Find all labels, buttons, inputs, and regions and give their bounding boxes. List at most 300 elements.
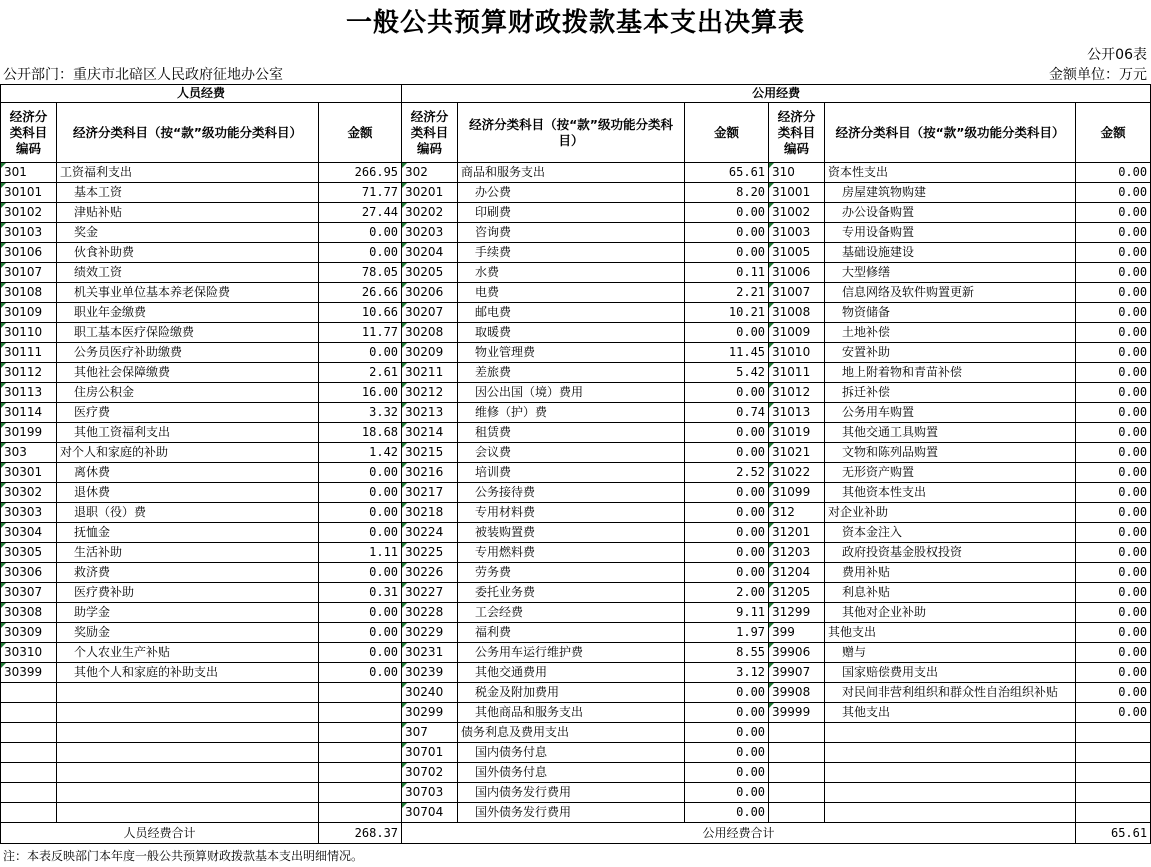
code-cell bbox=[1, 743, 57, 763]
code-cell: 30310 bbox=[1, 643, 57, 663]
amount-cell: 0.00 bbox=[319, 503, 402, 523]
department-label: 公开部门：重庆市北碚区人民政府征地办公室 bbox=[3, 67, 283, 83]
table-row bbox=[1, 323, 1151, 343]
page-title: 一般公共预算财政拨款基本支出决算表 bbox=[345, 8, 805, 38]
name-cell: 债务利息及费用支出 bbox=[458, 723, 685, 743]
code-cell: 30218 bbox=[402, 503, 458, 523]
code-cell bbox=[1, 763, 57, 783]
code-cell: 301 bbox=[1, 163, 57, 183]
name-cell: 手续费 bbox=[458, 243, 685, 263]
code-cell bbox=[769, 763, 825, 783]
amount-cell: 266.95 bbox=[319, 163, 402, 183]
code-cell: 30199 bbox=[1, 423, 57, 443]
code-cell: 310 bbox=[769, 163, 825, 183]
code-cell: 30227 bbox=[402, 583, 458, 603]
amount-cell: 0.00 bbox=[685, 243, 769, 263]
personnel-total-label: 人员经费合计 bbox=[1, 823, 319, 844]
name-cell: 办公费 bbox=[458, 183, 685, 203]
amount-cell: 1.11 bbox=[319, 543, 402, 563]
code-cell: 31007 bbox=[769, 283, 825, 303]
code-cell: 30208 bbox=[402, 323, 458, 343]
name-cell: 公务员医疗补助缴费 bbox=[57, 343, 319, 363]
personnel-header: 人员经费 bbox=[1, 85, 402, 103]
code-cell: 30213 bbox=[402, 403, 458, 423]
name-cell: 其他个人和家庭的补助支出 bbox=[57, 663, 319, 683]
amount-cell: 0.00 bbox=[319, 603, 402, 623]
code-cell: 30303 bbox=[1, 503, 57, 523]
form-number: 公开06表 bbox=[1087, 47, 1147, 63]
code-cell: 30203 bbox=[402, 223, 458, 243]
name-cell: 国外债务付息 bbox=[458, 763, 685, 783]
name-cell bbox=[57, 703, 319, 723]
amount-cell: 9.11 bbox=[685, 603, 769, 623]
amount-cell: 0.74 bbox=[685, 403, 769, 423]
name-cell: 抚恤金 bbox=[57, 523, 319, 543]
code-cell: 30202 bbox=[402, 203, 458, 223]
name-cell: 拆迁补偿 bbox=[825, 383, 1076, 403]
name-cell: 文物和陈列品购置 bbox=[825, 443, 1076, 463]
code-cell: 30304 bbox=[1, 523, 57, 543]
table-row bbox=[1, 163, 1151, 183]
table-row bbox=[1, 303, 1151, 323]
name-cell: 其他资本性支出 bbox=[825, 483, 1076, 503]
name-cell: 培训费 bbox=[458, 463, 685, 483]
table-row bbox=[1, 343, 1151, 363]
name-cell: 其他社会保障缴费 bbox=[57, 363, 319, 383]
code-cell: 31005 bbox=[769, 243, 825, 263]
amount-cell: 0.00 bbox=[685, 383, 769, 403]
name-cell: 助学金 bbox=[57, 603, 319, 623]
amount-cell bbox=[319, 743, 402, 763]
name-cell: 职工基本医疗保险缴费 bbox=[57, 323, 319, 343]
code-header: 经济分类科目编码 bbox=[1, 103, 57, 163]
table-row bbox=[1, 643, 1151, 663]
name-cell: 费用补贴 bbox=[825, 563, 1076, 583]
amount-cell: 0.00 bbox=[1076, 203, 1151, 223]
name-cell: 大型修缮 bbox=[825, 263, 1076, 283]
name-cell: 国外债务发行费用 bbox=[458, 803, 685, 823]
amount-cell: 0.00 bbox=[319, 223, 402, 243]
code-cell: 31019 bbox=[769, 423, 825, 443]
amount-cell: 0.00 bbox=[1076, 423, 1151, 443]
amount-cell: 2.00 bbox=[685, 583, 769, 603]
amount-cell: 2.21 bbox=[685, 283, 769, 303]
name-cell: 政府投资基金股权投资 bbox=[825, 543, 1076, 563]
code-cell: 30239 bbox=[402, 663, 458, 683]
name-cell: 利息补贴 bbox=[825, 583, 1076, 603]
name-cell bbox=[825, 743, 1076, 763]
amount-cell: 1.97 bbox=[685, 623, 769, 643]
name-cell: 对企业补助 bbox=[825, 503, 1076, 523]
table-row bbox=[1, 223, 1151, 243]
table-row bbox=[1, 183, 1151, 203]
amount-cell bbox=[319, 763, 402, 783]
code-cell: 307 bbox=[402, 723, 458, 743]
code-cell: 30106 bbox=[1, 243, 57, 263]
amount-cell: 0.00 bbox=[1076, 263, 1151, 283]
name-cell: 奖金 bbox=[57, 223, 319, 243]
name-cell: 国内债务付息 bbox=[458, 743, 685, 763]
table-row bbox=[1, 243, 1151, 263]
amount-cell: 0.00 bbox=[1076, 603, 1151, 623]
code-cell: 30231 bbox=[402, 643, 458, 663]
code-cell bbox=[769, 783, 825, 803]
code-cell: 30201 bbox=[402, 183, 458, 203]
name-cell: 专用燃料费 bbox=[458, 543, 685, 563]
name-cell: 无形资产购置 bbox=[825, 463, 1076, 483]
name-cell: 其他工资福利支出 bbox=[57, 423, 319, 443]
table-row bbox=[1, 783, 1151, 803]
name-cell: 安置补助 bbox=[825, 343, 1076, 363]
name-cell bbox=[57, 743, 319, 763]
public-total-amount: 65.61 bbox=[1076, 823, 1151, 844]
table-row bbox=[1, 283, 1151, 303]
table-row bbox=[1, 623, 1151, 643]
amount-cell: 0.00 bbox=[1076, 183, 1151, 203]
name-cell: 机关事业单位基本养老保险费 bbox=[57, 283, 319, 303]
name-header: 经济分类科目（按“款”级功能分类科目） bbox=[825, 103, 1076, 163]
name-cell: 离休费 bbox=[57, 463, 319, 483]
amount-cell: 0.00 bbox=[685, 743, 769, 763]
amount-cell: 0.00 bbox=[685, 203, 769, 223]
amount-cell: 27.44 bbox=[319, 203, 402, 223]
code-cell: 30225 bbox=[402, 543, 458, 563]
table-row bbox=[1, 543, 1151, 563]
amount-cell: 0.00 bbox=[1076, 663, 1151, 683]
name-cell: 商品和服务支出 bbox=[458, 163, 685, 183]
code-cell: 30307 bbox=[1, 583, 57, 603]
code-cell bbox=[1, 723, 57, 743]
code-cell: 31003 bbox=[769, 223, 825, 243]
unit-label: 金额单位：万元 bbox=[1049, 67, 1147, 83]
amount-cell bbox=[1076, 743, 1151, 763]
code-cell: 30305 bbox=[1, 543, 57, 563]
table-row bbox=[1, 423, 1151, 443]
amount-cell: 0.00 bbox=[1076, 623, 1151, 643]
name-cell bbox=[57, 763, 319, 783]
code-cell: 30308 bbox=[1, 603, 57, 623]
name-cell: 邮电费 bbox=[458, 303, 685, 323]
code-cell: 39908 bbox=[769, 683, 825, 703]
code-cell: 31201 bbox=[769, 523, 825, 543]
amount-cell: 0.00 bbox=[1076, 503, 1151, 523]
code-cell: 30299 bbox=[402, 703, 458, 723]
amount-cell bbox=[319, 803, 402, 823]
code-cell: 30102 bbox=[1, 203, 57, 223]
amount-cell: 0.00 bbox=[319, 663, 402, 683]
code-cell: 30216 bbox=[402, 463, 458, 483]
name-cell bbox=[57, 683, 319, 703]
name-cell: 生活补助 bbox=[57, 543, 319, 563]
code-cell: 30214 bbox=[402, 423, 458, 443]
name-cell: 对民间非营利组织和群众性自治组织补贴 bbox=[825, 683, 1076, 703]
name-cell: 其他支出 bbox=[825, 703, 1076, 723]
code-cell bbox=[1, 783, 57, 803]
expenditure-table bbox=[0, 84, 1151, 844]
name-cell: 专用材料费 bbox=[458, 503, 685, 523]
amount-cell bbox=[319, 683, 402, 703]
footnote: 注：本表反映部门本年度一般公共预算财政拨款基本支出明细情况。 bbox=[3, 849, 364, 863]
code-cell: 30703 bbox=[402, 783, 458, 803]
code-cell: 31012 bbox=[769, 383, 825, 403]
amount-cell bbox=[319, 783, 402, 803]
amount-cell: 0.00 bbox=[1076, 303, 1151, 323]
amount-cell: 0.00 bbox=[685, 443, 769, 463]
amount-cell: 0.00 bbox=[319, 343, 402, 363]
table-row bbox=[1, 683, 1151, 703]
amount-cell: 0.00 bbox=[1076, 163, 1151, 183]
table-row bbox=[1, 203, 1151, 223]
table-row bbox=[1, 463, 1151, 483]
code-cell: 31021 bbox=[769, 443, 825, 463]
amount-cell: 0.00 bbox=[319, 623, 402, 643]
code-cell bbox=[1, 683, 57, 703]
name-cell: 医疗费补助 bbox=[57, 583, 319, 603]
amount-cell: 0.00 bbox=[1076, 443, 1151, 463]
code-cell: 30112 bbox=[1, 363, 57, 383]
amount-cell: 0.31 bbox=[319, 583, 402, 603]
amount-cell: 65.61 bbox=[685, 163, 769, 183]
amount-cell: 26.66 bbox=[319, 283, 402, 303]
code-cell: 30207 bbox=[402, 303, 458, 323]
name-cell: 国家赔偿费用支出 bbox=[825, 663, 1076, 683]
amount-cell bbox=[1076, 803, 1151, 823]
code-cell: 30110 bbox=[1, 323, 57, 343]
name-cell bbox=[825, 803, 1076, 823]
name-cell: 水费 bbox=[458, 263, 685, 283]
amount-cell: 0.00 bbox=[1076, 243, 1151, 263]
name-cell: 赠与 bbox=[825, 643, 1076, 663]
amount-cell: 0.00 bbox=[685, 783, 769, 803]
code-cell: 31001 bbox=[769, 183, 825, 203]
amount-cell: 0.00 bbox=[319, 523, 402, 543]
table-row bbox=[1, 763, 1151, 783]
amount-cell: 0.00 bbox=[1076, 703, 1151, 723]
code-cell: 30107 bbox=[1, 263, 57, 283]
code-cell bbox=[1, 703, 57, 723]
code-cell: 31022 bbox=[769, 463, 825, 483]
table-body bbox=[1, 163, 1151, 823]
amount-cell: 11.45 bbox=[685, 343, 769, 363]
name-cell: 土地补偿 bbox=[825, 323, 1076, 343]
amount-cell: 0.00 bbox=[1076, 223, 1151, 243]
amount-cell: 10.66 bbox=[319, 303, 402, 323]
public-total-label: 公用经费合计 bbox=[402, 823, 1076, 844]
amount-cell: 0.00 bbox=[319, 643, 402, 663]
name-cell bbox=[57, 803, 319, 823]
name-cell: 奖励金 bbox=[57, 623, 319, 643]
code-cell: 39999 bbox=[769, 703, 825, 723]
name-cell: 国内债务发行费用 bbox=[458, 783, 685, 803]
code-cell: 30211 bbox=[402, 363, 458, 383]
name-header: 经济分类科目（按“款”级功能分类科目） bbox=[458, 103, 685, 163]
amount-cell: 3.12 bbox=[685, 663, 769, 683]
amount-cell: 0.00 bbox=[685, 803, 769, 823]
code-cell bbox=[769, 803, 825, 823]
table-row bbox=[1, 483, 1151, 503]
amount-cell bbox=[1076, 723, 1151, 743]
code-header: 经济分类科目编码 bbox=[769, 103, 825, 163]
name-cell: 房屋建筑物购建 bbox=[825, 183, 1076, 203]
code-cell: 30309 bbox=[1, 623, 57, 643]
name-cell bbox=[57, 783, 319, 803]
code-cell: 30206 bbox=[402, 283, 458, 303]
code-cell: 30108 bbox=[1, 283, 57, 303]
code-cell: 30306 bbox=[1, 563, 57, 583]
code-cell: 31010 bbox=[769, 343, 825, 363]
amount-cell: 0.00 bbox=[685, 223, 769, 243]
amount-cell: 0.00 bbox=[1076, 563, 1151, 583]
name-cell: 其他支出 bbox=[825, 623, 1076, 643]
table-row bbox=[1, 803, 1151, 823]
amount-cell: 0.00 bbox=[1076, 323, 1151, 343]
table-row bbox=[1, 583, 1151, 603]
code-cell: 303 bbox=[1, 443, 57, 463]
code-cell: 39907 bbox=[769, 663, 825, 683]
amount-cell: 0.00 bbox=[685, 523, 769, 543]
amount-cell: 0.00 bbox=[1076, 583, 1151, 603]
name-cell: 会议费 bbox=[458, 443, 685, 463]
table-row bbox=[1, 523, 1151, 543]
name-cell: 信息网络及软件购置更新 bbox=[825, 283, 1076, 303]
public-header: 公用经费 bbox=[402, 85, 1151, 103]
name-cell: 其他交通费用 bbox=[458, 663, 685, 683]
code-cell: 31099 bbox=[769, 483, 825, 503]
name-cell: 救济费 bbox=[57, 563, 319, 583]
amount-cell: 16.00 bbox=[319, 383, 402, 403]
name-cell: 咨询费 bbox=[458, 223, 685, 243]
amount-cell bbox=[1076, 783, 1151, 803]
code-cell: 30224 bbox=[402, 523, 458, 543]
name-cell: 工资福利支出 bbox=[57, 163, 319, 183]
amount-cell: 2.61 bbox=[319, 363, 402, 383]
amount-cell: 0.00 bbox=[685, 503, 769, 523]
amount-cell bbox=[319, 723, 402, 743]
code-cell bbox=[769, 723, 825, 743]
name-cell: 其他对企业补助 bbox=[825, 603, 1076, 623]
name-cell: 印刷费 bbox=[458, 203, 685, 223]
name-cell: 资本性支出 bbox=[825, 163, 1076, 183]
code-cell: 30229 bbox=[402, 623, 458, 643]
name-cell: 维修（护）费 bbox=[458, 403, 685, 423]
amount-cell: 0.00 bbox=[685, 323, 769, 343]
amount-cell: 78.05 bbox=[319, 263, 402, 283]
table-row bbox=[1, 403, 1151, 423]
name-cell: 医疗费 bbox=[57, 403, 319, 423]
name-cell bbox=[825, 723, 1076, 743]
name-cell: 取暖费 bbox=[458, 323, 685, 343]
code-cell: 31203 bbox=[769, 543, 825, 563]
code-cell: 30205 bbox=[402, 263, 458, 283]
code-cell: 30240 bbox=[402, 683, 458, 703]
code-cell: 312 bbox=[769, 503, 825, 523]
table-row bbox=[1, 563, 1151, 583]
name-cell: 资本金注入 bbox=[825, 523, 1076, 543]
name-cell: 租赁费 bbox=[458, 423, 685, 443]
amount-cell: 0.00 bbox=[685, 543, 769, 563]
code-cell: 30302 bbox=[1, 483, 57, 503]
amount-cell: 0.00 bbox=[1076, 483, 1151, 503]
name-cell: 工会经费 bbox=[458, 603, 685, 623]
name-cell: 物资储备 bbox=[825, 303, 1076, 323]
name-cell: 基础设施建设 bbox=[825, 243, 1076, 263]
amount-cell bbox=[1076, 763, 1151, 783]
amount-cell: 0.00 bbox=[1076, 383, 1151, 403]
code-cell bbox=[1, 803, 57, 823]
name-cell: 对个人和家庭的补助 bbox=[57, 443, 319, 463]
name-cell: 公务用车运行维护费 bbox=[458, 643, 685, 663]
name-cell: 伙食补助费 bbox=[57, 243, 319, 263]
amount-cell: 0.00 bbox=[1076, 403, 1151, 423]
amount-cell: 0.00 bbox=[685, 723, 769, 743]
table-row bbox=[1, 743, 1151, 763]
code-cell: 31013 bbox=[769, 403, 825, 423]
code-cell: 30204 bbox=[402, 243, 458, 263]
code-cell: 30103 bbox=[1, 223, 57, 243]
name-cell: 退职（役）费 bbox=[57, 503, 319, 523]
code-cell: 30209 bbox=[402, 343, 458, 363]
code-cell: 30226 bbox=[402, 563, 458, 583]
name-cell: 绩效工资 bbox=[57, 263, 319, 283]
name-cell: 公务用车购置 bbox=[825, 403, 1076, 423]
code-cell: 30212 bbox=[402, 383, 458, 403]
name-cell: 因公出国（境）费用 bbox=[458, 383, 685, 403]
amount-cell: 8.55 bbox=[685, 643, 769, 663]
name-cell: 地上附着物和青苗补偿 bbox=[825, 363, 1076, 383]
code-cell: 31011 bbox=[769, 363, 825, 383]
amount-cell: 2.52 bbox=[685, 463, 769, 483]
amount-cell: 0.00 bbox=[1076, 523, 1151, 543]
name-cell: 其他商品和服务支出 bbox=[458, 703, 685, 723]
code-cell: 30215 bbox=[402, 443, 458, 463]
code-cell: 30301 bbox=[1, 463, 57, 483]
code-header: 经济分类科目编码 bbox=[402, 103, 458, 163]
code-cell: 30704 bbox=[402, 803, 458, 823]
name-cell: 退休费 bbox=[57, 483, 319, 503]
code-cell: 31009 bbox=[769, 323, 825, 343]
amount-cell: 0.00 bbox=[1076, 283, 1151, 303]
name-cell: 税金及附加费用 bbox=[458, 683, 685, 703]
amount-cell: 0.00 bbox=[685, 563, 769, 583]
name-cell: 个人农业生产补贴 bbox=[57, 643, 319, 663]
code-cell bbox=[769, 743, 825, 763]
amount-cell: 18.68 bbox=[319, 423, 402, 443]
code-cell: 31299 bbox=[769, 603, 825, 623]
code-cell: 30399 bbox=[1, 663, 57, 683]
table-row bbox=[1, 383, 1151, 403]
amount-cell: 0.00 bbox=[1076, 683, 1151, 703]
code-cell: 31205 bbox=[769, 583, 825, 603]
name-cell: 办公设备购置 bbox=[825, 203, 1076, 223]
amount-cell bbox=[319, 703, 402, 723]
code-cell: 30702 bbox=[402, 763, 458, 783]
amount-cell: 0.00 bbox=[685, 483, 769, 503]
code-cell: 30114 bbox=[1, 403, 57, 423]
table-row bbox=[1, 363, 1151, 383]
amount-cell: 0.00 bbox=[1076, 343, 1151, 363]
code-cell: 31008 bbox=[769, 303, 825, 323]
amount-cell: 0.00 bbox=[319, 463, 402, 483]
amount-cell: 0.00 bbox=[685, 423, 769, 443]
amount-cell: 11.77 bbox=[319, 323, 402, 343]
amount-cell: 0.00 bbox=[1076, 543, 1151, 563]
table-row bbox=[1, 263, 1151, 283]
table-row bbox=[1, 703, 1151, 723]
name-cell: 津贴补贴 bbox=[57, 203, 319, 223]
table-row bbox=[1, 723, 1151, 743]
code-cell: 30101 bbox=[1, 183, 57, 203]
amount-cell: 0.00 bbox=[685, 683, 769, 703]
